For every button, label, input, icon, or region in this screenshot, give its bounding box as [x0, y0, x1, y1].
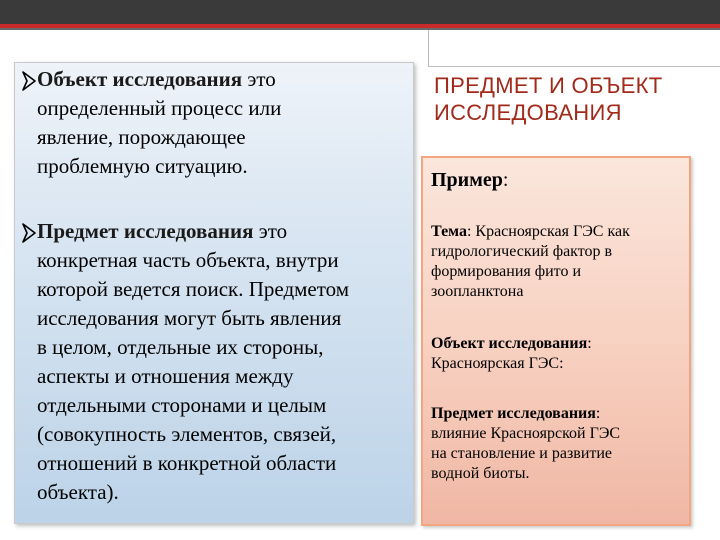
object-colon: : — [587, 335, 592, 352]
object-line2: определенный процесс или — [37, 96, 282, 120]
subject-definition-item — [21, 217, 349, 507]
subject-colon: : — [595, 405, 601, 422]
object-value: Красноярская ГЭС: — [431, 355, 564, 372]
subject-line6: аспекты и отношения между — [37, 364, 294, 388]
object-line1-rest: это — [242, 67, 276, 91]
top-bar — [0, 0, 720, 24]
subject-term: Предмет исследования — [37, 219, 254, 243]
example-title — [431, 168, 508, 192]
subject-value-line4: водной биоты. — [431, 465, 530, 482]
topic-line1-rest: : Красноярская ГЭС как — [466, 223, 630, 240]
topic-line4: зоопланктона — [431, 283, 524, 300]
definitions-panel — [14, 62, 414, 524]
topic-line3: формирования фито и — [431, 263, 582, 280]
corner-decoration — [428, 30, 720, 67]
subject-line8: (совокупность элементов, связей, — [37, 422, 337, 446]
subject-line7: отдельными сторонами и целым — [37, 393, 327, 417]
example-object — [431, 334, 687, 374]
example-panel — [421, 156, 691, 526]
topic-label: Тема — [431, 223, 467, 240]
subject-line9: отношений в конкретной области — [37, 451, 337, 475]
example-subject — [431, 404, 687, 484]
subject-value-line2: влияние Красноярской ГЭС — [431, 425, 621, 442]
subject-line2: конкретная часть объекта, внутри — [37, 248, 339, 272]
slide-title-line1: ПРЕДМЕТ И ОБЪЕКТ — [434, 73, 663, 98]
object-definition-text — [37, 65, 281, 181]
subject-line5: в целом, отдельные их стороны, — [37, 335, 324, 359]
slide-title — [434, 72, 714, 126]
example-title-colon: : — [502, 169, 509, 191]
arrow-bullet-icon — [21, 222, 37, 244]
slide-title-line2: ИССЛЕДОВАНИЯ — [434, 100, 622, 125]
object-line3: явление, порождающее — [37, 125, 246, 149]
subject-definition-text — [37, 217, 349, 507]
arrow-bullet-icon — [21, 70, 37, 92]
subject-line3: которой ведется поиск. Предметом — [37, 277, 350, 301]
subject-line10: объекта). — [37, 480, 119, 504]
topic-line2: гидрологический фактор в — [431, 243, 613, 260]
example-topic — [431, 222, 687, 302]
subject-value-line3: на становление и развитие — [431, 445, 613, 462]
example-title-label: Пример — [431, 169, 503, 191]
object-line4: проблемную ситуацию. — [37, 154, 248, 178]
object-label: Объект исследования — [431, 335, 588, 352]
subject-line1-rest: это — [253, 219, 288, 243]
subject-label: Предмет исследования — [431, 405, 596, 422]
object-definition-item — [21, 65, 281, 181]
subject-line4: исследования могут быть явления — [37, 306, 342, 330]
object-term: Объект исследования — [37, 67, 243, 91]
